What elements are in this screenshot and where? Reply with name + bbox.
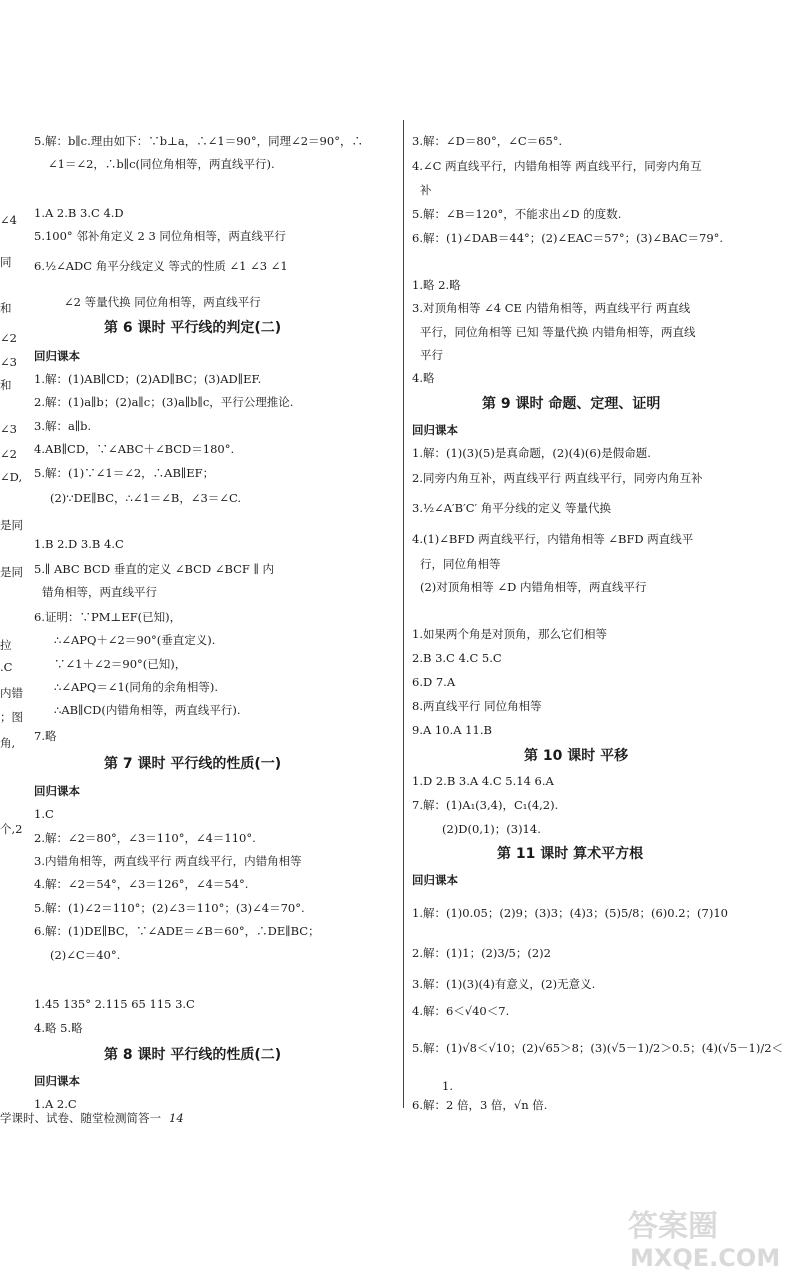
answer-line: 5.∥ ABC BCD 垂直的定义 ∠BCD ∠BCF ∥ 内 [34,562,275,576]
answer-line: 6.解：(1)∠DAB＝44°；(2)∠EAC＝57°；(3)∠BAC＝79°. [412,231,724,245]
answer-line: 5.解：(1)∠2＝110°；(2)∠3＝110°；(3)∠4＝70°. [34,901,305,915]
answer-line: 1.B 2.D 3.B 4.C [34,537,124,551]
section-heading: 第 9 课时 命题、定理、证明 [482,396,661,412]
answer-line: 6.解：2 倍，3 倍，√n 倍. [412,1098,548,1112]
subsection-label: 回归课本 [34,1074,80,1088]
answer-line: 7.解：(1)A₁(3,4)，C₁(4,2). [412,798,559,812]
margin-fragment: 和 [0,378,12,392]
answer-line: 3.解：a∥b. [34,419,92,433]
watermark-logo [622,1202,802,1272]
answer-line: 3.对顶角相等 ∠4 CE 内错角相等，两直线平行 两直线 [412,301,691,315]
section-heading: 第 8 课时 平行线的性质(二) [104,1047,282,1063]
answer-line: 1.解：(1)AB∥CD；(2)AD∥BC；(3)AD∥EF. [34,372,262,386]
answer-line: (2)D(0,1)；(3)14. [442,822,541,836]
answer-line: 4.略 [412,371,435,385]
answer-line: (2)∠C＝40°. [50,948,121,962]
column-divider [403,120,404,1108]
watermark-line1: 答案圈 [628,1209,718,1244]
answer-line: 2.解：(1)1；(2)3/5；(2)2 [412,946,551,960]
answer-line: 1.解：(1)(3)(5)是真命题，(2)(4)(6)是假命题. [412,446,651,460]
answer-line: 6.证明：∵PM⊥EF(已知)， [34,610,182,624]
answer-line: 1.如果两个角是对顶角，那么它们相等 [412,627,607,641]
answer-line: 1. [442,1079,453,1093]
answer-line: ∠2 等量代换 同位角相等，两直线平行 [64,295,261,309]
margin-fragment: .C [0,660,13,674]
footer-label: 学课时、试卷、随堂检测简答一 [0,1111,161,1125]
answer-line: 4.∠C 两直线平行，内错角相等 两直线平行，同旁内角互 [412,159,702,173]
answer-line: 1.A 2.C [34,1097,77,1111]
section-heading: 第 10 课时 平移 [524,748,629,764]
answer-line: 3.½∠A′B′C′ 角平分线的定义 等量代换 [412,501,611,515]
margin-fragment: 内错 [0,686,23,700]
answer-line: 1.解：(1)0.05；(2)9；(3)3；(4)3；(5)5/8；(6)0.2；(7)10 [412,906,728,920]
answer-line: 5.解：b∥c.理由如下：∵b⊥a，∴∠1＝90°，同理∠2＝90°，∴ [34,134,363,148]
answer-line: 9.A 10.A 11.B [412,723,492,737]
answer-line: 1.略 2.略 [412,278,461,292]
answer-line: (2)∵DE∥BC，∴∠1＝∠B，∠3＝∠C. [50,491,241,505]
subsection-label: 回归课本 [412,873,458,887]
answer-line: ∴∠APQ＝∠1(同角的余角相等). [54,680,219,694]
margin-fragment: ∠3 [0,422,17,436]
section-heading: 第 7 课时 平行线的性质(一) [104,756,282,772]
answer-line: 4.解：6＜√40＜7. [412,1004,510,1018]
answer-line: ∴∠APQ＋∠2＝90°(垂直定义). [54,633,216,647]
answer-line: 5.解：(1)∵∠1＝∠2，∴AB∥EF； [34,466,215,480]
answer-line: 行，同位角相等 [420,557,501,571]
answer-line: 2.B 3.C 4.C 5.C [412,651,502,665]
margin-fragment: 和 [0,301,12,315]
answer-line: 1.C [34,807,54,821]
answer-line: ∴AB∥CD(内错角相等，两直线平行). [54,703,241,717]
margin-fragment: ∠3 [0,355,17,369]
section-heading: 第 11 课时 算术平方根 [497,846,644,862]
answer-line: 5.100° 邻补角定义 2 3 同位角相等，两直线平行 [34,229,286,243]
answer-line: 4.略 5.略 [34,1021,83,1035]
answer-line: ∵∠1＋∠2＝90°(已知)， [54,657,187,671]
margin-fragment: 角, [0,736,16,750]
margin-fragment: 是同 [0,565,23,579]
margin-fragment: ；图 [0,710,23,724]
page-number: 14 [169,1111,184,1125]
margin-fragment: 是同 [0,518,23,532]
answer-line: 错角相等，两直线平行 [42,585,157,599]
answer-line: (2)对顶角相等 ∠D 内错角相等，两直线平行 [420,580,647,594]
answer-line: 7.略 [34,729,57,743]
subsection-label: 回归课本 [34,784,80,798]
answer-line: 平行 [420,348,443,362]
answer-line: 6.解：(1)DE∥BC，∵∠ADE＝∠B＝60°，∴DE∥BC； [34,924,320,938]
page-footer [0,1110,184,1126]
answer-line: 4.解：∠2＝54°，∠3＝126°，∠4＝54°. [34,877,249,891]
answer-line: 补 [420,183,432,197]
answer-line: 3.解：∠D＝80°，∠C＝65°. [412,134,563,148]
margin-fragment: ∠2 [0,331,17,345]
margin-fragment: 同 [0,255,12,269]
subsection-label: 回归课本 [412,423,458,437]
margin-fragment: ∠2 [0,447,17,461]
answer-line: 2.解：∠2＝80°，∠3＝110°，∠4＝110°. [34,831,256,845]
answer-line: 1.45 135° 2.115 65 115 3.C [34,997,195,1011]
answer-line: 1.D 2.B 3.A 4.C 5.14 6.A [412,774,554,788]
answer-line: 6.D 7.A [412,675,456,689]
answer-line: 4.AB∥CD，∵∠ABC＋∠BCD＝180°. [34,442,235,456]
answer-line: 5.解：∠B＝120°，不能求出∠D 的度数. [412,207,622,221]
answer-line: ∠1＝∠2，∴b∥c(同位角相等，两直线平行). [48,157,275,171]
margin-fragment: 个,2 [0,822,23,836]
section-heading: 第 6 课时 平行线的判定(二) [104,320,282,336]
margin-fragment: ∠4 [0,213,17,227]
watermark-line2: MXQE.COM [630,1244,781,1272]
answer-line: 平行，同位角相等 已知 等量代换 内错角相等，两直线 [420,325,696,339]
answer-line: 6.½∠ADC 角平分线定义 等式的性质 ∠1 ∠3 ∠1 [34,259,288,273]
margin-fragment: ∠D, [0,470,23,484]
answer-line: 2.同旁内角互补，两直线平行 两直线平行，同旁内角互补 [412,471,703,485]
answer-line: 2.解：(1)a∥b；(2)a∥c；(3)a∥b∥c，平行公理推论. [34,395,294,409]
answer-line: 3.解：(1)(3)(4)有意义，(2)无意义. [412,977,596,991]
answer-line: 4.(1)∠BFD 两直线平行，内错角相等 ∠BFD 两直线平 [412,532,694,546]
answer-line: 3.内错角相等，两直线平行 两直线平行，内错角相等 [34,854,302,868]
answer-line: 5.解：(1)√8＜√10；(2)√65＞8；(3)(√5－1)/2＞0.5；(4)(√5－1)/2＜ [412,1041,784,1055]
subsection-label: 回归课本 [34,349,80,363]
margin-fragment: 拉 [0,638,12,652]
answer-line: 1.A 2.B 3.C 4.D [34,206,124,220]
answer-line: 8.两直线平行 同位角相等 [412,699,542,713]
